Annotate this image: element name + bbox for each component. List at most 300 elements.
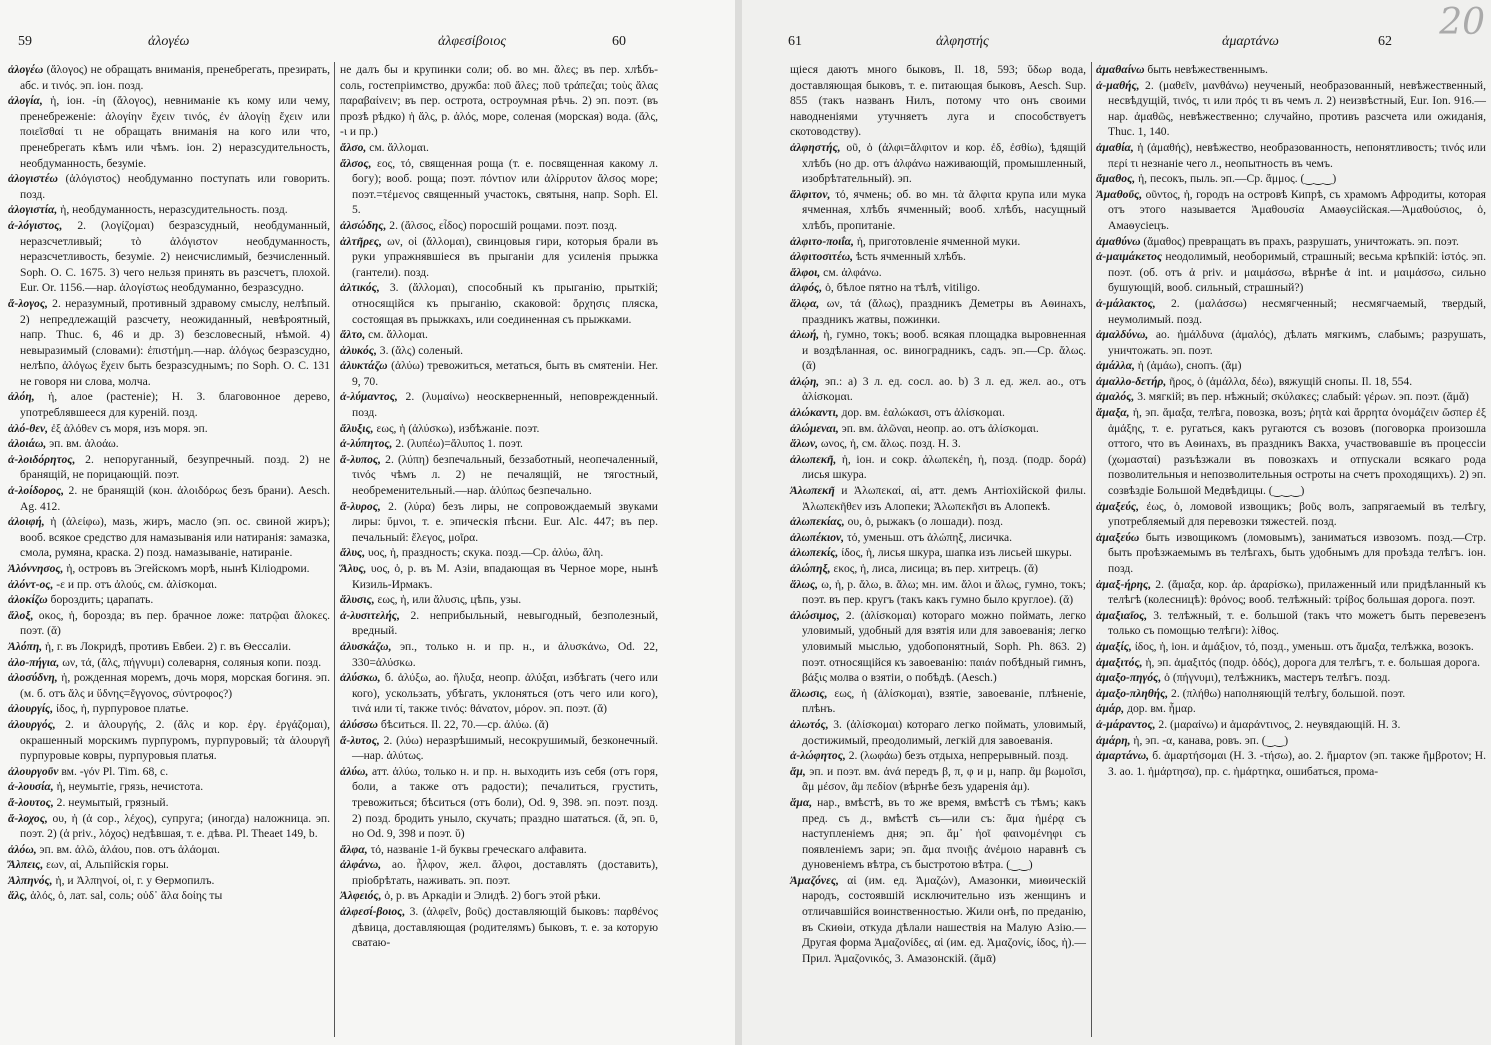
- headword: ἀλόω,: [8, 842, 37, 856]
- dictionary-entry: [1096, 140, 1486, 171]
- headword: ἀμαθύνω: [1096, 234, 1141, 248]
- headword: ἁμαξιαῖος,: [1096, 608, 1148, 622]
- dictionary-entry: [340, 280, 658, 327]
- page-number: 60: [612, 34, 626, 49]
- dictionary-column: [340, 62, 658, 951]
- dictionary-entry: [790, 296, 1086, 327]
- dictionary-entry: [1096, 717, 1486, 733]
- headword: ἄλφα,: [340, 842, 368, 856]
- dictionary-entry: [340, 764, 658, 842]
- dictionary-entry: [340, 608, 658, 639]
- definition: τό, ячмень; об. во мн. τὰ ἄλφιτα крупа или мука ячменная, хлѣбъ ячменный; вооб. хлѣбъ, насущный хлѣбъ, пропитаніе.: [802, 187, 1086, 232]
- headword: ἀλφιτο-ποιΐα,: [790, 234, 854, 248]
- definition: ἡ, іон. -ίη (ἄλογος), невниманіе къ кому или чему, пренебреженіе: ἀλογίην ἔχειν τινός, ἐν ἀλογίῃ ἔχειν или ποιεῖσθαί τι не обращать вниманія на кого или что, пренебрегать кѣмъ или чѣмъ. іон. 2) неразсудительность, необдуманность, безуміе.: [20, 94, 330, 170]
- headword: ἀλώμεναι,: [790, 421, 839, 435]
- dictionary-column: [1096, 62, 1486, 779]
- dictionary-entry: [340, 234, 658, 281]
- dictionary-entry: [790, 280, 1086, 296]
- definition: ων, τά, (ἅλς, πήγνυμι) солеварня, соляныя копи. позд.: [62, 655, 322, 669]
- headword: ἀλώκαντι,: [790, 406, 839, 420]
- dictionary-entry: [340, 436, 658, 452]
- headword: ἀμαλός,: [1096, 390, 1135, 404]
- headword: ἁμαξεύω: [1096, 530, 1140, 544]
- dictionary-entry: [790, 483, 1086, 514]
- definition: 2. (λυπέω)=ἄλυπος 1. поэт.: [395, 437, 523, 451]
- definition: ἡ, алое (растеніе); Н. З. благовонное дерево, употреблявшееся для куреній. позд.: [20, 390, 330, 420]
- page-number: 59: [18, 34, 32, 49]
- dictionary-entry: [1096, 701, 1486, 717]
- definition: ἡ, рожденная моремъ, дочь моря, морская богиня. эп. (м. б. отъ ἅλς и ὕδνης=ἔγγονος, σύντροφος?): [20, 671, 330, 700]
- dictionary-entry: [790, 327, 1086, 374]
- dictionary-entry: [340, 452, 658, 499]
- headword: ἀ-λυσιτελής,: [340, 608, 400, 622]
- headword: Ἅλυς,: [340, 562, 367, 575]
- dictionary-entry: [8, 62, 330, 93]
- headword: ἁλόντ-ος,: [8, 577, 54, 591]
- definition: 2. (ἁλίσκομαι) котораго можно поймать, легко уловимый, удобный для взятія или для завоеванія; легко уловимый мыслью, удобопонятный, Soph. Ph. 863. 2) поэт. относящійся къ завоеванію: παιάν побѣдный гимнъ, βάξις молва о взятіи, о побѣдѣ. (Aesch.): [802, 608, 1086, 685]
- dictionary-entry: [340, 592, 658, 608]
- definition: εος, τό, священная роща (т. е. посвященная какому л. богу); вооб. роща; поэт. πόντιον или ἁλίρρυτον ἄλσος море; поэт.=τέμενος священный участокъ, святыня, напр. Soph. El. 5.: [352, 156, 658, 217]
- dictionary-entry: [340, 733, 658, 764]
- headword: ἀλύω,: [340, 764, 369, 778]
- dictionary-entry: [8, 873, 330, 889]
- headword: ἀμάρη,: [1096, 733, 1131, 747]
- guide-word: ἀλφεσίβοιος: [438, 34, 507, 49]
- dictionary-entry: [8, 764, 330, 780]
- definition: (ἀλόγιστος) необдуманно поступать или говорить. позд.: [20, 172, 330, 201]
- column-divider: [334, 62, 335, 1037]
- left-page: [0, 0, 735, 1045]
- definition: -ε и пр. отъ ἁλούς, см. ἁλίσκομαι.: [56, 577, 218, 591]
- dictionary-entry: [1096, 499, 1486, 530]
- dictionary-entry: [790, 561, 1086, 577]
- dictionary-entry: [340, 421, 658, 437]
- dictionary-entry: [1096, 389, 1486, 405]
- dictionary-entry: [790, 608, 1086, 686]
- dictionary-entry: [1096, 358, 1486, 374]
- headword: ἄ-λυτος,: [340, 733, 380, 747]
- definition: ѣсть ячменный хлѣбъ.: [855, 250, 966, 264]
- dictionary-entry: [340, 639, 658, 670]
- dictionary-entry: [790, 873, 1086, 967]
- definition: 2. неприбыльный, невыгодный, безполезный, вредный.: [352, 608, 658, 638]
- headword: ἀλφηστής,: [790, 140, 841, 154]
- definition: ἡ, іон. и сокр. ἀλωπεκέη, ἡ, позд. (подр. δορά) лисья шкура.: [802, 452, 1086, 482]
- dictionary-entry: [8, 389, 330, 420]
- definition: ων, τά (ἅλως), праздникъ Деметры въ Аѳинахъ, праздникъ жатвы, пожинки.: [802, 296, 1086, 326]
- headword: ἅμαξα,: [1096, 406, 1130, 420]
- definition: эп.: а) 3 л. ед. сосл. ао. b) 3 л. ед. жел. ао., отъ ἁλίσκομαι.: [802, 374, 1086, 404]
- dictionary-entry: [8, 514, 330, 561]
- headword: ἁλτικός,: [340, 281, 380, 295]
- dictionary-entry: [790, 577, 1086, 608]
- definition: 2. неумытый, грязный.: [56, 795, 169, 809]
- definition: ὁ (πήγνυμι), телѣжникъ, мастеръ телѣгъ. позд.: [1164, 671, 1391, 685]
- headword: Ἀλόπη,: [8, 639, 43, 653]
- headword: ἀ-λοίδορος,: [8, 484, 65, 498]
- definition: ωνος, ἡ, см. ἅλως. позд. Н. З.: [820, 437, 961, 451]
- dictionary-entry: [1096, 748, 1486, 779]
- dictionary-column: [790, 62, 1086, 966]
- headword: ἁμαξιτός,: [1096, 655, 1143, 669]
- dictionary-entry: [790, 234, 1086, 250]
- dictionary-entry: [8, 795, 330, 811]
- headword: Ἀλωπεκῆ: [790, 484, 835, 498]
- headword: ἅλως,: [790, 577, 819, 591]
- definition: έως, ὁ, ломовой извощикъ; βοῦς волъ, запрягаемый въ телѣгу, употребляемый для перевозки тяжестей. позд.: [1108, 499, 1486, 529]
- definition: см. ἀλφάνω.: [823, 265, 882, 279]
- definition: дор. вм. ἦμαρ.: [1127, 702, 1196, 716]
- dictionary-entry: [8, 93, 330, 171]
- page-number: 61: [788, 34, 802, 49]
- definition: эп. вм. ἀλοάω.: [49, 437, 119, 451]
- headword: ἀλφιτοσιτέω,: [790, 250, 853, 264]
- dictionary-entry: [8, 561, 330, 577]
- dictionary-entry: [8, 202, 330, 218]
- definition: ἐξ ἁλόθεν съ моря, изъ моря. эп.: [50, 421, 208, 435]
- dictionary-entry: [340, 62, 658, 140]
- definition: быть извощикомъ (ломовымъ), заниматься извозомъ. позд.—Стр. быть проѣзжаемымъ въ телѣгахъ, быть удобнымъ для проѣзда телѣгъ. іон. позд.: [1108, 530, 1486, 575]
- dictionary-entry: [1096, 249, 1486, 296]
- headword: ἀ-μαθής,: [1096, 78, 1140, 92]
- dictionary-entry: [340, 561, 658, 592]
- headword: ἀλοκίζω: [8, 593, 48, 607]
- headword: ἁμαξεύς,: [1096, 499, 1139, 513]
- definition: ἡ, островъ въ Эгейскомъ морѣ, нынѣ Кіліодроми.: [66, 562, 310, 575]
- headword: ἀλυκτάζω: [340, 359, 388, 373]
- dictionary-entry: [1096, 374, 1486, 390]
- dictionary-entry: [8, 483, 330, 514]
- definition: οῦντος, ἡ, городъ на островѣ Кипрѣ, съ храмомъ Афродиты, которая отъ этого называется Ἀμαθουσία Амаѳусійская.—Ἀμαθούσιος, ὁ, Амаѳусіецъ.: [1108, 187, 1486, 232]
- headword: ἄλυς,: [340, 546, 366, 560]
- definition: 2. (μαθεῖν, μανθάνω) неученый, необразованный, невѣжественный, несвѣдущій, τινός, τι или πρός τι въ чемъ л. 2) неизвѣстный, Eur. Ion. 916.—нар. ἀμαθῶς, невѣжественно; случайно, противъ разсчета или ожиданія, Thuc. 1, 140.: [1108, 78, 1486, 139]
- dictionary-entry: [8, 218, 330, 296]
- definition: (ἄμαθος) превращать въ прахъ, разрушать, уничтожать. эп. поэт.: [1143, 234, 1459, 248]
- definition: ἡ, гумно, токъ; вооб. всякая площадка выровненная и воздѣланная, ос. виноградникъ, садъ. эп.—Ср. ἅλως. (ᾰ): [802, 328, 1086, 373]
- headword: ἁμαξο-πληθής,: [1096, 686, 1169, 700]
- dictionary-entry: [340, 904, 658, 951]
- definition: вм. -γόν Pl. Tim. 68, c.: [61, 764, 169, 778]
- headword: Ἀλφειός,: [340, 889, 382, 903]
- dictionary-entry: [340, 327, 658, 343]
- dictionary-entry: [8, 701, 330, 717]
- definition: щіеся даютъ много быковъ, Il. 18, 593; ὕδωρ вода, доставляющая быковъ, т. е. питающая быковъ, Aesch. Sup. 855 (такъ названъ Нилъ, потому что онъ своими наводненіями утучняетъ луга и способствуетъ скотоводству).: [790, 63, 1086, 139]
- headword: ἀλοιφή,: [8, 515, 45, 529]
- headword: ἁμαρτάνω,: [1096, 749, 1150, 763]
- dictionary-entry: [1096, 608, 1486, 639]
- headword: ἄ-λυρος,: [340, 499, 381, 513]
- headword: ἀ-μάραντος,: [1096, 717, 1156, 731]
- dictionary-entry: [790, 62, 1086, 140]
- definition: б. ἀλύξω, ао. ἤλυξα, неопр. ἀλύξαι, избѣгать (чего или кого), ускользать, убѣгать, уклоняться (отъ чего или кого), τινά или τί, также τινός: θάνατον, μόρον. эп. поэт. (ᾰ): [352, 671, 658, 716]
- definition: 3. (ἁλίσκομαι) котораго легко поймать, уловимый, достижимый, преодолимый, легкій для завоеванія.: [802, 717, 1086, 747]
- definition: 2. (λυμαίνω) неоскверненный, неповрежденный. позд.: [352, 390, 659, 420]
- dictionary-entry: [8, 811, 330, 842]
- handwritten-page-mark: 20: [1439, 2, 1485, 43]
- definition: 2. и ἀλουργής, 2. (ἅλς и кор. ἐργ. ἐργάζομαι), окрашенный морскимъ пурпуромъ, пурпуровый; τὰ ἀλουργῆ пурпуровые ковры, пурпуровыя платья.: [20, 717, 330, 763]
- definition: εως, ἡ (ἀλύσκω), избѣжаніе. поэт.: [376, 421, 540, 435]
- dictionary-entry: [790, 249, 1086, 265]
- dictionary-entry: [8, 452, 330, 483]
- dictionary-entry: [8, 717, 330, 764]
- definition: αἱ (им. ед. Ἀμαζών), Амазонки, миѳическій народъ, состоявшій исключительно изъ женщинъ и отличавшійся воинственностью. Жили онѣ, по преданію, въ Скиѳіи, откуда дѣлали нашествія на Малую Азію.—Другая форма Ἀμαζονίδες, αἱ (им. ед. Ἀμαζονίς, ίδος, ἡ).—Прил. Ἀμαζονικός, 3. Амазонскій. (ᾰμᾱ): [802, 873, 1086, 965]
- definition: ἡ, песокъ, пыль. эп.—Ср. ἄμμος. (‿‿‿): [1138, 172, 1337, 186]
- definition: ω, ἡ, р. ἅλω, в. ἅλω; мн. им. ἅλοι и ἅλως, гумно, токъ; поэт. въ пер. кругъ (такъ какъ гумно было круглое). (ᾰ): [802, 577, 1086, 607]
- definition: 2. (μαραίνω) и ἀμαράντινος, 2. неувядающій. Н. З.: [1158, 717, 1401, 731]
- definition: не далъ бы и крупинки соли; об. во мн. ἅλες; въ пер. хлѣбъ-соль, гостепріимство, дружба: ποῦ ἅλες; ποῦ τράπεζαι; τοὺς ἅλας παραβαίνειν; въ пер. острота, остроумная рѣчь. 2) эп. поэт. (въ прозѣ рѣдко) ἡ ἅλς, р. ἁλός, море, соленая (морская) вода. (ἅλς, -ι и пр.): [340, 63, 658, 139]
- headword: ἁλωτός,: [790, 717, 829, 731]
- dictionary-entry: [1096, 530, 1486, 577]
- headword: ἀλύσκω,: [340, 671, 381, 685]
- definition: б. ἁμαρτήσομαι (Н. З. -τήσω), ао. 2. ἥμαρτον (эп. также ἤμβροτον; Н. З. ао. 1. ἡμάρτησα), пр. с. ἡμάρτηκα, ошибаться, прома-: [1108, 749, 1486, 778]
- headword: Ἀμαθοῦς,: [1096, 187, 1143, 201]
- definition: υος, ὁ, р. въ М. Азіи, впадающая въ Черное море, нынѣ Кизиль-Ирмакъ.: [352, 562, 658, 591]
- headword: ἀλυσκάζω,: [340, 639, 392, 653]
- dictionary-entry: [1096, 327, 1486, 358]
- definition: эп., только н. и пр. н., и ἀλυσκάνω, Od. 22, 330=ἀλύσκω.: [352, 639, 658, 669]
- headword: ἁλό-θεν,: [8, 421, 49, 435]
- headword: ἀλόη,: [8, 390, 35, 404]
- definition: 2. неразумный, противный здравому смыслу, нелѣпый. 2) непредлежащій разсчету, неожиданный, невѣроятный, напр. Thuc. 6, 46 и др. 3) безсловесный, нѣмой. 4) невыразимый (словами): ἐπιστήμη.—нар. ἀλόγως безразсудно, нелѣпо, ἀλόγως ἔχειν быть безразсуднымъ; по Soph. O. C. 131 не говоря ни слова, молча.: [20, 296, 330, 388]
- dictionary-entry: [790, 530, 1086, 546]
- headword: ἀλωπεκίς,: [790, 546, 839, 560]
- headword: ἀ-λόγιστος,: [8, 218, 63, 232]
- definition: эп. и поэт. вм. ἀνά передъ β, π, φ и μ, напр. ἂμ βωμοῖσι, ἂμ μέσον, ἂμ πεδίον (вѣрнѣе безъ ударенія ἀμ).: [802, 764, 1086, 794]
- headword: ἀλουργός,: [8, 717, 56, 731]
- headword: ἄμ,: [790, 764, 806, 778]
- definition: ἡ, эп. -α, канава, ровъ. эп. (‿‿): [1133, 733, 1289, 747]
- definition: 2. (λωφάω) безъ отдыха, непрерывный. позд.: [848, 749, 1069, 763]
- dictionary-entry: [790, 265, 1086, 281]
- dictionary-entry: [1096, 655, 1486, 671]
- definition: ἡ (ἀλείφω), мазь, жиръ, масло (эп. ос. свиной жиръ); вооб. всякое средство для намазыванія или натиранія: замазка, смола, румяна, краска. 2) позд. намазываніе, натираніе.: [20, 515, 330, 560]
- headword: ἄλτο,: [340, 328, 366, 342]
- dictionary-entry: [1096, 234, 1486, 250]
- definition: 2. не бранящій (кон. ἀλοιδόρως безъ брани). Aesch. Ag. 412.: [20, 484, 330, 513]
- definition: (ἄλογος) не обращать вниманія, пренебрегать, презирать, абс. и τινός. эп. іон. позд.: [20, 63, 331, 92]
- definition: 2. (λύπη) безпечальный, беззаботный, неопечаленный, τινός чѣмъ л. 2) не печалящій, не тягостный, необременительный.—нар. ἀλύπως безпечально.: [352, 452, 658, 498]
- headword: ἁμαξο-πηγός,: [1096, 671, 1162, 685]
- headword: ἄλφιτον,: [790, 187, 831, 201]
- definition: 2. (λύρα) безъ лиры, не сопровождаемый звуками лиры: ὕμνοι, т. е. эпическія пѣсни. Eur. Alc. 447; въ пер. печальный: ἔλεγος, μοῖρα.: [352, 499, 658, 544]
- headword: ἀμαθία,: [1096, 140, 1134, 154]
- headword: ἄλυξις,: [340, 421, 374, 435]
- right-page: [742, 0, 1491, 1045]
- headword: ἀλωπέκιον,: [790, 530, 845, 544]
- dictionary-entry: [1096, 171, 1486, 187]
- dictionary-entry: [1096, 62, 1486, 78]
- headword: ἄ-λουτος,: [8, 795, 54, 809]
- definition: эп. вм. ἀλῶ, ἀλάου, пов. отъ ἀλάομαι.: [39, 842, 220, 856]
- dictionary-entry: [8, 670, 330, 701]
- headword: ἁλυκός,: [340, 343, 377, 357]
- definition: ἡ, неумытіе, грязь, нечистота.: [56, 780, 204, 794]
- dictionary-entry: [8, 857, 330, 873]
- dictionary-entry: [790, 717, 1086, 748]
- definition: см. ἅλλομαι.: [369, 140, 429, 154]
- guide-word: ἀλογέω: [148, 34, 190, 49]
- dictionary-entry: [1096, 670, 1486, 686]
- dictionary-entry: [8, 842, 330, 858]
- headword: ἄλσος,: [340, 156, 372, 170]
- headword: ἅλῳα,: [790, 296, 820, 310]
- definition: ἡ, эп. ἀμαξιτός (подр. ὁδός), дорога для телѣгъ, т. е. большая дорога.: [1145, 655, 1481, 669]
- definition: ἡ (ἀμαθής), невѣжество, необразованность, непонятливость; τινός или περί τι незнаніе чего л., неопытность въ чемъ.: [1108, 140, 1486, 170]
- headword: ἅλωσις,: [790, 686, 828, 700]
- dictionary-entry: [340, 218, 658, 234]
- definition: 3. телѣжный, т. е. большой (такъ что можетъ быть перевезенъ только съ помощью телѣги): λίθος.: [1108, 608, 1486, 638]
- definition: бѣситься. Il. 22, 70.—ср. ἀλύω. (ᾰ): [380, 717, 549, 731]
- dictionary-entry: [8, 639, 330, 655]
- headword: Ἀλπηνός,: [8, 873, 53, 887]
- definition: 2. (πλήθω) наполняющій телѣгу, большой. поэт.: [1171, 686, 1406, 700]
- headword: ἅλυσις,: [340, 593, 375, 607]
- book-gutter: [735, 0, 742, 1045]
- dictionary-entry: [1096, 78, 1486, 140]
- definition: ὁ, бѣлое пятно на тѣлѣ, vitiligo.: [825, 281, 981, 295]
- definition: 2. (λογίζομαι) безразсудный, необдуманный, неразсчетливый; τὸ ἀλόγιστον необдуманность, неразсчетливость, безуміе. 2) неисчислимый, безчисленный. Soph. O. C. 1675. 3) чего нельзя принять въ разсчетъ, плохой. Eur. Or. 1156.—нар. ἀλογίστως необдуманно, безразсудно.: [20, 218, 330, 295]
- dictionary-entry: [340, 545, 658, 561]
- definition: ίδος, ἡ, іон. и ἁμάξιον, τό, позд., уменьш. отъ ἅμαξα, телѣжка, возокъ.: [1134, 639, 1474, 653]
- definition: 2. (λύω) неразрѣшимый, несокрушимый, безконечный.—нар. ἀλύτως.: [352, 733, 658, 763]
- definition: нар., вмѣстѣ, въ то же время, вмѣстѣ съ тѣмъ; какъ пред. съ д., вмѣстѣ съ—или съ: ἅμα ἡμέρᾳ съ наступленіемъ дня; эп. ἅμ᾽ ἠοῖ φαινομένηφι съ появленіемъ зари; эп. ἅμα πνοιῇς ἀνέμοιο наравнѣ съ дуновеніемъ вѣтра, съ быстротою вѣтра. (‿‿): [802, 795, 1086, 872]
- definition: τό, названіе 1-й буквы греческаго алфавита.: [370, 842, 587, 856]
- definition: бороздить; царапать.: [50, 593, 154, 607]
- headword: ἀμαλλο-δετήρ,: [1096, 374, 1167, 388]
- dictionary-entry: [790, 374, 1086, 405]
- headword: ἀλώσιμος,: [790, 608, 840, 622]
- definition: 3. (ἅλς) соленый.: [379, 343, 464, 357]
- headword: ἀμαλδύνω,: [1096, 328, 1149, 342]
- definition: ἡ, г. въ Локридѣ, противъ Евбеи. 2) г. въ Ѳессаліи.: [45, 639, 291, 653]
- headword: ἁλο-πήγια,: [8, 655, 60, 669]
- dictionary-entry: [1096, 187, 1486, 234]
- definition: ίδος, ἡ, лисья шкура, шапка изъ лисьей шкуры.: [841, 546, 1072, 560]
- dictionary-entry: [790, 421, 1086, 437]
- definition: εως, ἡ (ἁλίσκομαι), взятіе, завоеваніе, плѣненіе, плѣнъ.: [802, 686, 1086, 716]
- definition: εως, ἡ, или ἅλυσις, цѣпь, узы.: [377, 593, 522, 607]
- dictionary-entry: [1096, 639, 1486, 655]
- headword: ἅλων,: [790, 437, 818, 451]
- definition: ου, ἡ (ἀ cop., λέχος), супруга; (иногда) наложница. эп. поэт. 2) (ἀ priv., λόχος) недѣвшая, т. е. дѣва. Pl. Theaet 149, b.: [20, 811, 330, 841]
- headword: ἀ-λώφητος,: [790, 749, 846, 763]
- headword: ἀλωπεκίας,: [790, 515, 845, 529]
- dictionary-entry: [1096, 405, 1486, 499]
- dictionary-entry: [790, 514, 1086, 530]
- headword: Ἀλόννησος,: [8, 562, 64, 575]
- dictionary-entry: [790, 436, 1086, 452]
- definition: эп. вм. ἁλῶναι, неопр. ао. отъ ἁλίσκομαι.: [841, 421, 1039, 435]
- headword: ἄμαθος,: [1096, 172, 1136, 186]
- definition: 2. (ἄλσος, εἶδος) поросшій рощами. поэт. позд.: [389, 218, 618, 232]
- definition: ἡ, приготовленіе ячменной муки.: [856, 234, 1021, 248]
- dictionary-entry: [790, 686, 1086, 717]
- definition: ἁλός, ὁ, лат. sal, соль; οὐδ᾽ ἅλα δοίης ты: [30, 889, 223, 903]
- dictionary-entry: [790, 187, 1086, 234]
- dictionary-entry: [790, 452, 1086, 483]
- headword: ἁμαξίς,: [1096, 639, 1132, 653]
- headword: ἅμα,: [790, 795, 813, 809]
- dictionary-entry: [340, 717, 658, 733]
- headword: ἀλουργίς,: [8, 702, 54, 716]
- dictionary-entry: [1096, 686, 1486, 702]
- definition: 3. (ἅλλομαι), способный къ прыганію, прыткій; относящійся къ прыганію, скаковой: ὄρχησις пляска, состоящая въ прыжкахъ, или соединенная съ прыжками.: [352, 281, 658, 326]
- headword: ἁλτῆρες,: [340, 234, 382, 248]
- guide-word: ἁμαρτάνω: [1222, 34, 1279, 49]
- dictionary-entry: [790, 748, 1086, 764]
- definition: и Ἀλωπεκαί, αἱ, атт. демъ Антіохійской филы. Ἀλωπεκῆθεν изъ Алопеки; Ἀλωπεκῆσι въ Алопекѣ.: [802, 484, 1086, 513]
- headword: ἀλύσσω: [340, 717, 378, 731]
- headword: ἁμάρ,: [1096, 702, 1125, 716]
- headword: ἄλσο,: [340, 140, 367, 154]
- dictionary-entry: [8, 592, 330, 608]
- headword: ἀλώπηξ,: [790, 562, 831, 575]
- headword: ἀλογία,: [8, 94, 43, 108]
- headword: ἀ-λουσία,: [8, 780, 54, 794]
- dictionary-entry: [1096, 733, 1486, 749]
- definition: 3. мягкій; въ пер. нѣжный; σκύλακες; слабый: γέρων. эп. поэт. (ᾰμᾰ): [1137, 390, 1469, 404]
- headword: ἄλοξ,: [8, 608, 34, 622]
- definition: дор. вм. ἑαλώκασι, отъ ἁλίσκομαι.: [841, 406, 1005, 420]
- headword: ἀλῴη,: [790, 374, 820, 388]
- definition: ων, οἱ (ἅλλομαι), свинцовыя гири, которыя брали въ руки упражнявшіеся въ прыганіи для усиленія прыжка (гантели). позд.: [352, 234, 658, 279]
- dictionary-column: [8, 62, 330, 904]
- dictionary-entry: [340, 343, 658, 359]
- headword: ἀ-λοιδόρητος,: [8, 452, 76, 466]
- guide-word: ἀλφηστής: [936, 34, 989, 49]
- dictionary-entry: [340, 156, 658, 218]
- dictionary-entry: [790, 140, 1086, 187]
- headword: ἁμαξ-ήρης,: [1096, 577, 1152, 591]
- dictionary-entry: [790, 405, 1086, 421]
- dictionary-entry: [8, 421, 330, 437]
- dictionary-entry: [8, 608, 330, 639]
- headword: ἀ-λύμαντος,: [340, 390, 398, 404]
- headword: ἄ-λοχος,: [8, 811, 48, 825]
- dictionary-entry: [8, 655, 330, 671]
- dictionary-entry: [340, 499, 658, 546]
- dictionary-entry: [790, 545, 1086, 561]
- definition: εκος, ἡ, лиса, лисица; въ пер. хитрецъ. (ᾰ): [833, 562, 1038, 575]
- column-divider: [1091, 62, 1092, 1037]
- dictionary-entry: [340, 358, 658, 389]
- definition: быть невѣжественнымъ.: [1147, 63, 1268, 76]
- dictionary-entry: [340, 842, 658, 858]
- dictionary-entry: [790, 795, 1086, 873]
- definition: ἡ, необдуманность, неразсудительность. позд.: [60, 203, 288, 217]
- headword: ἀλφός,: [790, 281, 823, 295]
- definition: 2. (ἅμαξα, кор. ἀρ. ἀραρίσκω), прилаженный или придѣланный къ телѣгѣ (колесницѣ): θρόνος; вооб. телѣжный: τρίβος большая дорога. поэт.: [1108, 577, 1486, 607]
- headword: ἀμαθαίνω: [1096, 63, 1145, 76]
- definition: ао. ἠμάλδυνα (ἀμαλός), дѣлать мягкимъ, слабымъ; разрушать, уничтожать. эп. поэт.: [1108, 328, 1486, 357]
- headword: ἀλογέω: [8, 63, 44, 76]
- headword: ἀλογιστέω: [8, 172, 58, 186]
- headword: ἀλοιάω,: [8, 437, 47, 451]
- definition: οκος, ἡ, борозда; въ пер. брачное ложе: πατρῷαι ἄλοκες. поэт. (ᾰ): [20, 608, 331, 638]
- dictionary-entry: [8, 436, 330, 452]
- definition: см. ἅλλομαι.: [368, 328, 428, 342]
- definition: ἡ, и Ἀλπηνοί, οἱ, г. у Ѳермопилъ.: [55, 873, 215, 887]
- dictionary-entry: [340, 670, 658, 717]
- headword: Ἀμαζόνες,: [790, 873, 839, 887]
- definition: εων, αἱ, Альпійскія горы.: [46, 858, 169, 872]
- definition: неодолимый, необоримый, страшный; весьма крѣпкій: ἱστός. эп. поэт. (об. отъ ἀ priv. и μαιμάσσω, вѣрнѣе ἀ int. и μαιμάσσω, сильно бушующій, вооб. сильный, страшный?): [1108, 250, 1486, 295]
- definition: атт. ἀλύω, только н. и пр. н. выходить изъ себя (отъ горя, боли, а также отъ радости); печалиться, грустить, тревожиться; бѣситься (отъ боли), Od. 9, 398. эп. поэт. позд. 2) позд. бродить уныло, скучать; праздно шататься. (ᾰ, эп. ῡ, но Od. 9, 398 и поэт. ῠ): [352, 764, 659, 841]
- definition: υος, ἡ, праздность; скука. позд.—Ср. ἀλύω, ἄλη.: [368, 546, 604, 560]
- definition: ὁ, р. въ Аркадіи и Элидѣ. 2) богъ этой рѣки.: [384, 889, 601, 903]
- headword: ἄ-λυπος,: [340, 452, 381, 466]
- page-number: 62: [1378, 34, 1392, 49]
